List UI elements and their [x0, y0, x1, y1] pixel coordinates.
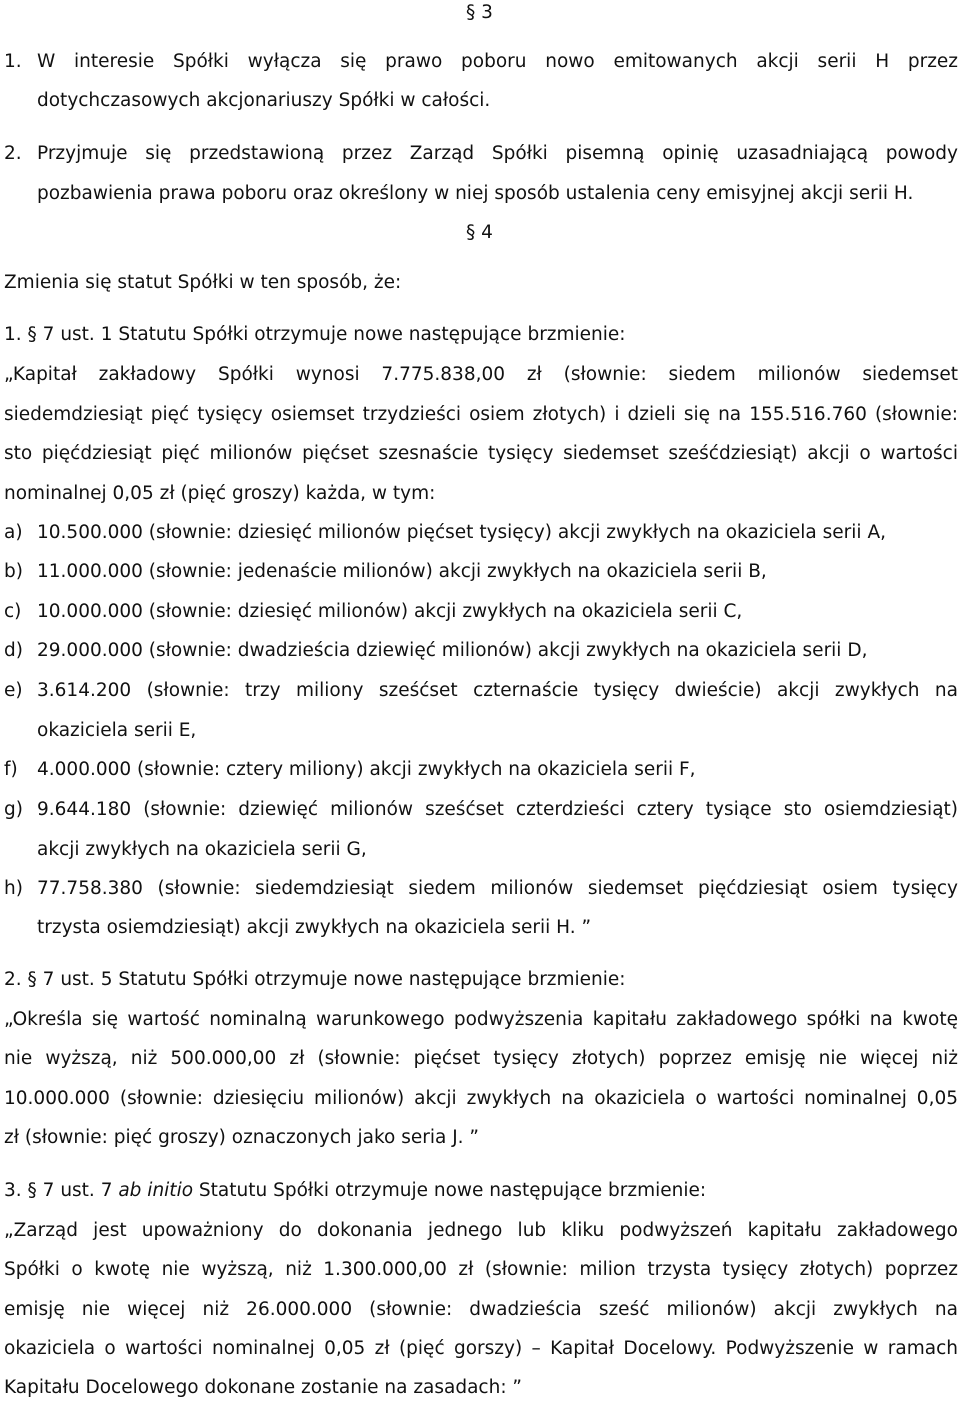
- quote-1-line-4: nominalnej 0,05 zł (pięć groszy) każda, w tym:: [4, 483, 436, 504]
- quote-2-line-1: „Określa się wartość nominalną warunkowego podwyższenia kapitału zakładowego spółki na kwotę: [4, 1009, 958, 1030]
- list-item-g-line-2: akcji zwykłych na okaziciela serii G,: [37, 839, 367, 860]
- quote-2-line-3: 10.000.000 (słownie: dziesięciu milionów) akcji zwykłych na okaziciela o wartości nominalnej 0,05: [4, 1088, 958, 1109]
- point-3-suffix: Statutu Spółki otrzymuje nowe następujące brzmienie:: [193, 1180, 707, 1201]
- section-4-intro: Zmienia się statut Spółki w ten sposób, że:: [4, 272, 402, 293]
- list-item-label: f): [4, 759, 18, 780]
- quote-3-line-4: okaziciela o wartości nominalnej 0,05 zł (pięć gorszy) – Kapitał Docelowy. Podwyższenie w ramach: [4, 1338, 958, 1359]
- list-item-c: 10.000.000 (słownie: dziesięć milionów) akcji zwykłych na okaziciela serii C,: [37, 601, 743, 622]
- list-item-b: 11.000.000 (słownie: jedenaście milionów) akcji zwykłych na okaziciela serii B,: [37, 561, 767, 582]
- paragraph-1-line-1: W interesie Spółki wyłącza się prawo poboru nowo emitowanych akcji serii H przez: [37, 51, 958, 72]
- quote-1-line-3: sto pięćdziesiąt pięć milionów pięćset szesnaście tysięcy siedemset sześćdziesiąt) akcji o wartości: [4, 443, 958, 464]
- quote-3-line-1: „Zarząd jest upoważniony do dokonania jednego lub kliku podwyższeń kapitału zakładowego: [4, 1220, 958, 1241]
- section-4-heading: § 4: [466, 222, 493, 243]
- list-item-h-line-1: 77.758.380 (słownie: siedemdziesiąt siedem milionów siedemset pięćdziesiąt osiem tysięcy: [37, 878, 958, 899]
- list-item-e-line-2: okaziciela serii E,: [37, 720, 197, 741]
- list-item-d: 29.000.000 (słownie: dwadzieścia dziewięć milionów) akcji zwykłych na okaziciela serii D,: [37, 640, 868, 661]
- list-item-e-line-1: 3.614.200 (słownie: trzy miliony sześćset czternaście tysięcy dwieście) akcji zwykłych na: [37, 680, 958, 701]
- quote-3-line-5: Kapitału Docelowego dokonane zostanie na zasadach: ”: [4, 1377, 523, 1398]
- point-3-header: [4, 1178, 706, 1204]
- list-item-label: h): [4, 878, 23, 899]
- list-item-a: 10.500.000 (słownie: dziesięć milionów pięćset tysięcy) akcji zwykłych na okaziciela serii A,: [37, 522, 886, 543]
- list-item-g-line-1: 9.644.180 (słownie: dziewięć milionów sześćset czterdzieści cztery tysiące sto osiemdziesiąt): [37, 799, 958, 820]
- quote-1-line-1: „Kapitał zakładowy Spółki wynosi 7.775.838,00 zł (słownie: siedem milionów siedemset: [4, 364, 958, 385]
- list-item-label: c): [4, 601, 22, 622]
- point-3-prefix: 3. § 7 ust. 7: [4, 1180, 119, 1201]
- list-item-label: d): [4, 640, 23, 661]
- paragraph-2-line-2: pozbawienia prawa poboru oraz określony w niej sposób ustalenia ceny emisyjnej akcji serii H.: [37, 183, 914, 204]
- point-2-header: 2. § 7 ust. 5 Statutu Spółki otrzymuje nowe następujące brzmienie:: [4, 969, 626, 990]
- list-item-h-line-2: trzysta osiemdziesiąt) akcji zwykłych na okaziciela serii H. ”: [37, 917, 592, 938]
- list-item-label: a): [4, 522, 23, 543]
- section-3-heading: § 3: [466, 2, 493, 23]
- quote-2-line-2: nie wyższą, niż 500.000,00 zł (słownie: pięćset tysięcy złotych) poprzez emisję nie więcej niż: [4, 1048, 958, 1069]
- list-item-label: b): [4, 561, 23, 582]
- paragraph-number: 1.: [4, 51, 22, 72]
- quote-2-line-4: zł (słownie: pięć groszy) oznaczonych jako seria J. ”: [4, 1127, 480, 1148]
- paragraph-number: 2.: [4, 143, 22, 164]
- point-3-latin: ab initio: [118, 1180, 194, 1201]
- quote-3-line-2: Spółki o kwotę nie wyższą, niż 1.300.000,00 zł (słownie: milion trzysta tysięcy złotych) poprzez: [4, 1259, 958, 1280]
- point-1-header: 1. § 7 ust. 1 Statutu Spółki otrzymuje nowe następujące brzmienie:: [4, 324, 626, 345]
- list-item-label: g): [4, 799, 23, 820]
- list-item-f: 4.000.000 (słownie: cztery miliony) akcji zwykłych na okaziciela serii F,: [37, 759, 696, 780]
- paragraph-2-line-1: Przyjmuje się przedstawioną przez Zarząd Spółki pisemną opinię uzasadniającą powody: [37, 143, 958, 164]
- list-item-label: e): [4, 680, 23, 701]
- paragraph-1-line-2: dotychczasowych akcjonariuszy Spółki w całości.: [37, 90, 491, 111]
- quote-3-line-3: emisję nie więcej niż 26.000.000 (słownie: dwadzieścia sześć milionów) akcji zwykłych na: [4, 1299, 958, 1320]
- quote-1-line-2: siedemdziesiąt pięć tysięcy osiemset trzydzieści osiem złotych) i dzieli się na 155.516.760 (słownie:: [4, 404, 958, 425]
